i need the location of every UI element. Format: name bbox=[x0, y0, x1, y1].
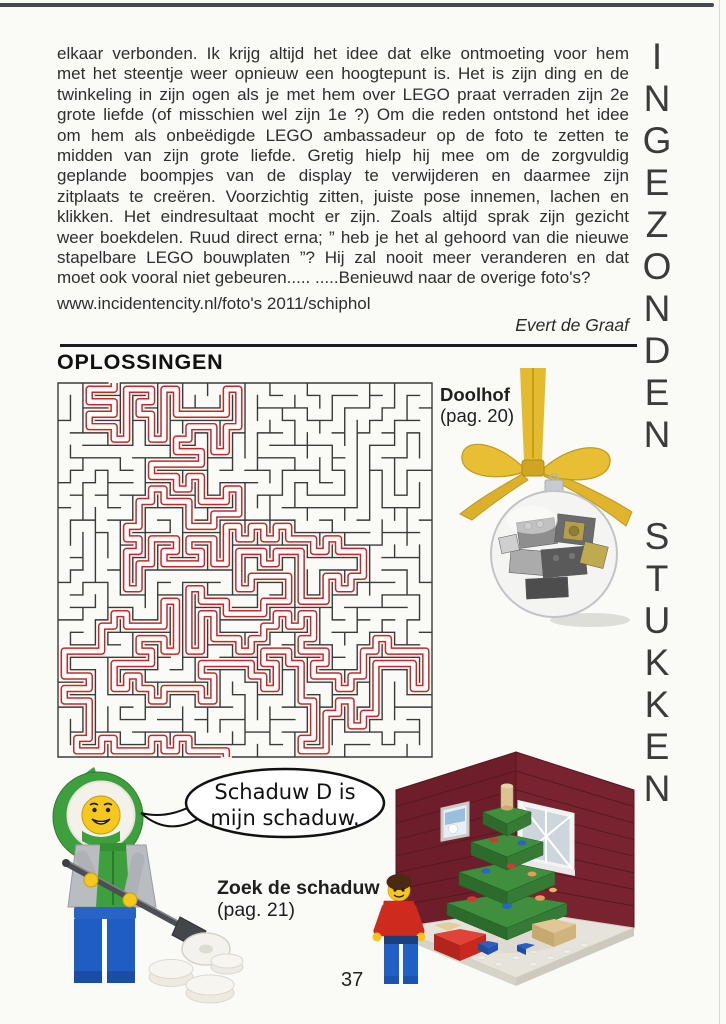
article-line: met het steentje weer opnieuw een hoogtepunt is. Het is zijn ding en de bbox=[57, 64, 629, 84]
vertical-letter: T bbox=[645, 558, 669, 599]
vertical-letter: N bbox=[643, 78, 671, 119]
article-line: zitplaats te creëren. Voorzichtig zitten, juiste pose innemen, lachen en bbox=[57, 186, 629, 206]
maze-solution-figure bbox=[57, 382, 433, 758]
vertical-title bbox=[634, 36, 680, 810]
vertical-letter: D bbox=[643, 330, 671, 371]
vertical-letter: O bbox=[642, 246, 672, 287]
vertical-letter: E bbox=[644, 726, 670, 767]
vertical-letter: G bbox=[642, 120, 672, 161]
article-line: grote liefde (of misschien wel zijn 1e ?) Om die reden ontstond het idee bbox=[57, 105, 629, 125]
lego-christmas-room-photo bbox=[368, 740, 668, 1000]
article-line: geplande boompjes van de display te verwijderen en daarmee zijn bbox=[57, 166, 629, 186]
vertical-letter: N bbox=[643, 288, 671, 329]
shadow-caption-page: (pag. 21) bbox=[217, 899, 296, 921]
article-line: moet ook vooral niet gebeuren..... .....Benieuwd naar de overige foto's? bbox=[57, 268, 591, 288]
article-author: Evert de Graaf bbox=[515, 315, 629, 335]
minifig-hand-right bbox=[123, 893, 137, 907]
tree-topper bbox=[501, 784, 513, 811]
bow-loop-right bbox=[544, 448, 610, 480]
article-line: twinkeling in zijn ogen als je met hem over LEGO praat verraden zijn 2e bbox=[57, 84, 629, 104]
section-divider bbox=[60, 344, 637, 347]
maze-caption-title: Doolhof bbox=[440, 384, 510, 405]
vertical-letter: N bbox=[643, 414, 671, 455]
speech-bubble-line2: mijn schaduw. bbox=[210, 806, 360, 830]
article-line: stapelbare LEGO bouwplaten ”? Hij zal nooit meer veranderen en dat bbox=[57, 248, 629, 268]
bow-knot bbox=[522, 460, 544, 476]
vertical-letter: E bbox=[644, 372, 670, 413]
article-line: elkaar verbonden. Ik krijg altijd het idee dat elke ontmoeting voor hem bbox=[57, 44, 629, 63]
article-body bbox=[57, 44, 629, 289]
speech-bubble-line1: Schaduw D is bbox=[214, 780, 356, 804]
wall-picture bbox=[442, 803, 468, 840]
page-edge-line bbox=[719, 0, 720, 1024]
minifig-hand-left bbox=[84, 873, 98, 887]
lego-bauble-ornament-photo bbox=[440, 368, 640, 628]
article-url: www.incidentencity.nl/foto's 2011/schiphol bbox=[57, 294, 371, 313]
article-line: weer boekdelen. Ruud direct erna; ” heb je het al gehoord van die nieuwe bbox=[57, 227, 629, 247]
vertical-letter: Z bbox=[645, 204, 669, 245]
bow-loop-left bbox=[462, 444, 524, 476]
shadow-caption bbox=[217, 877, 380, 921]
vertical-letter: U bbox=[643, 600, 671, 641]
article-line: om hem als onbeëdigde LEGO ambassadeur op de foto te zetten te bbox=[57, 125, 629, 145]
vertical-letter: N bbox=[643, 768, 671, 809]
vertical-letter: K bbox=[644, 684, 670, 725]
vertical-letter: S bbox=[644, 516, 670, 557]
glass-highlight bbox=[506, 506, 558, 534]
vertical-title-word1 bbox=[634, 36, 680, 456]
maze-caption-page: (pag. 20) bbox=[440, 405, 515, 426]
vertical-letter: E bbox=[644, 162, 670, 203]
vertical-letter: I bbox=[651, 36, 663, 77]
vertical-letter: K bbox=[644, 642, 670, 683]
vertical-title-gap bbox=[634, 456, 680, 516]
solutions-heading: OPLOSSINGEN bbox=[57, 350, 224, 374]
shadow-caption-title: Zoek de schaduw bbox=[217, 877, 380, 899]
scan-edge-top bbox=[0, 3, 714, 7]
article-line: midden van zijn grote liefde. Gretig hielp hij mee om de zorgvuldig bbox=[57, 146, 629, 166]
article-line: klikken. Het eindresultaat mocht er zijn. Zoals altijd sprak zijn gezicht bbox=[57, 207, 629, 227]
page-number: 37 bbox=[341, 969, 364, 991]
